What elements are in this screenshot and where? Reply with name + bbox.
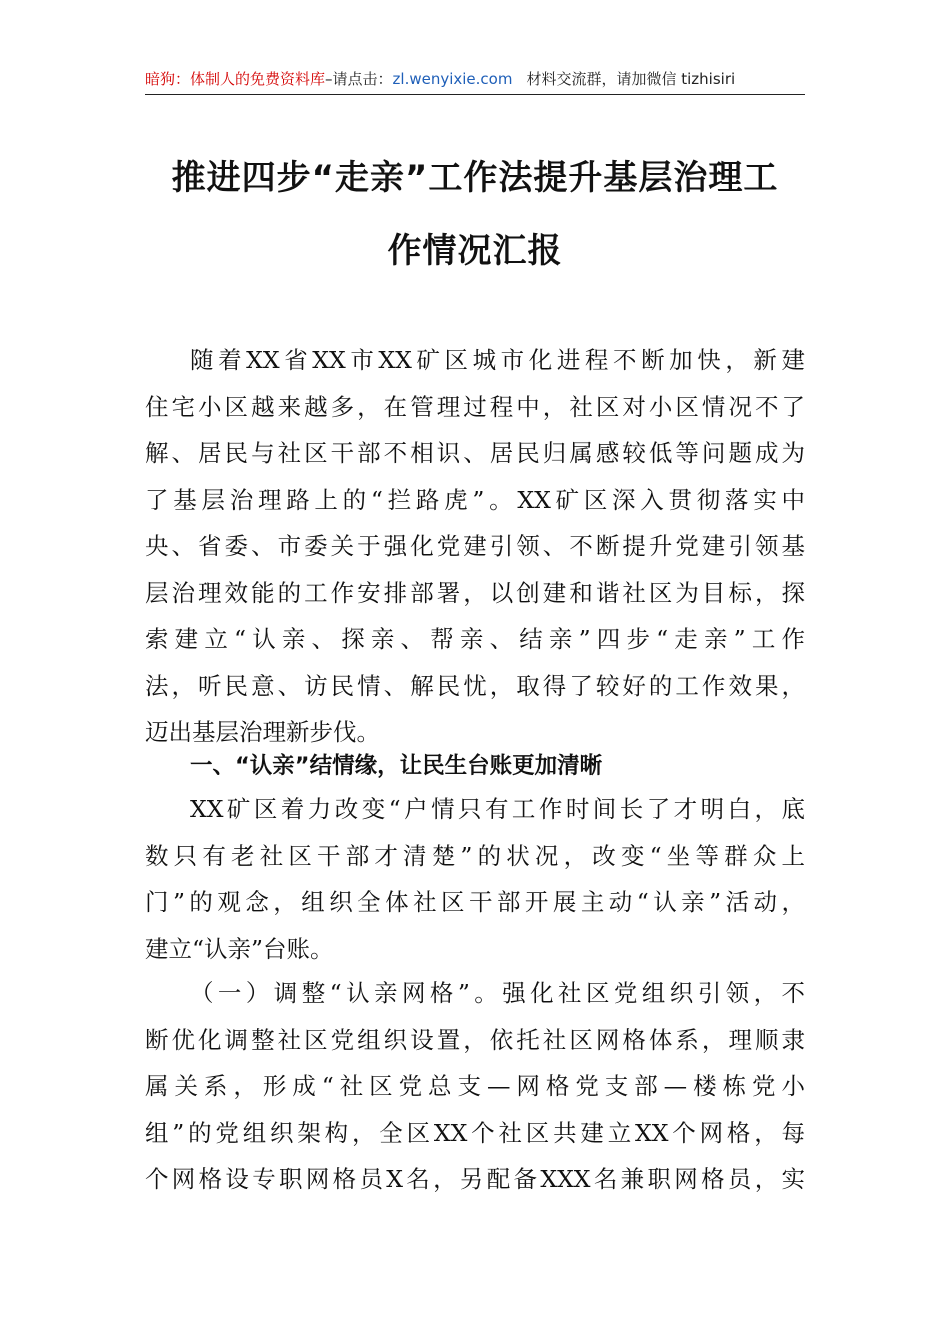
body-line: 门”的观念，组织全体社区干部开展主动“认亲”活动， xyxy=(145,888,805,916)
body-line: 了基层治理路上的“拦路虎”。XX矿区深入贯彻落实中 xyxy=(145,486,805,514)
body-line: 解、居民与社区干部不相识、居民归属感较低等问题成为 xyxy=(145,439,805,467)
body-line: 迈出基层治理新步伐。 xyxy=(145,718,380,746)
body-line: 法，听民意、访民情、解民忧，取得了较好的工作效果， xyxy=(145,672,805,700)
header-click-text: –请点击： xyxy=(325,70,393,88)
document-title-line-2: 作情况汇报 xyxy=(387,231,563,271)
body-line: 随着XX省XX市XX矿区城市化进程不断加快，新建 xyxy=(190,346,805,374)
section-heading-1: 一、“认亲”结情缘，让民生台账更加清晰 xyxy=(190,753,603,779)
body-line: 央、省委、市委关于强化党建引领、不断提升党建引领基 xyxy=(145,532,805,560)
body-line: 个网格设专职网格员X名，另配备XXX名兼职网格员，实 xyxy=(145,1165,805,1193)
subsection-paragraph-1: （一）调整“认亲网格”。强化社区党组织引领，不 xyxy=(190,979,805,1007)
body-line: 层治理效能的工作安排部署，以创建和谐社区为目标，探 xyxy=(145,579,805,607)
header-link[interactable]: zl.wenyixie.com xyxy=(392,70,513,88)
body-line: 索建立“认亲、探亲、帮亲、结亲”四步“走亲”工作 xyxy=(145,625,805,653)
body-line: 组”的党组织架构，全区XX个社区共建立XX个网格，每 xyxy=(145,1119,805,1147)
body-line: 建立“认亲”台账。 xyxy=(145,935,334,963)
body-line: XX矿区着力改变“户情只有工作时间长了才明白，底 xyxy=(190,795,805,823)
body-line: 属关系，形成“社区党总支—网格党支部—楼栋党小 xyxy=(145,1072,805,1100)
body-line: 数只有老社区干部才清楚”的状况，改变“坐等群众上 xyxy=(145,842,805,870)
header-site-name: 暗狗：体制人的免费资料库 xyxy=(145,70,326,88)
header-contact: 材料交流群，请加微信 tizhisiri xyxy=(526,70,736,88)
page-header xyxy=(145,66,805,95)
body-line: 住宅小区越来越多，在管理过程中，社区对小区情况不了 xyxy=(145,393,805,421)
body-line: 断优化调整社区党组织设置，依托社区网格体系，理顺隶 xyxy=(145,1026,805,1054)
document-title-line-1: 推进四步“走亲”工作法提升基层治理工 xyxy=(171,158,779,198)
